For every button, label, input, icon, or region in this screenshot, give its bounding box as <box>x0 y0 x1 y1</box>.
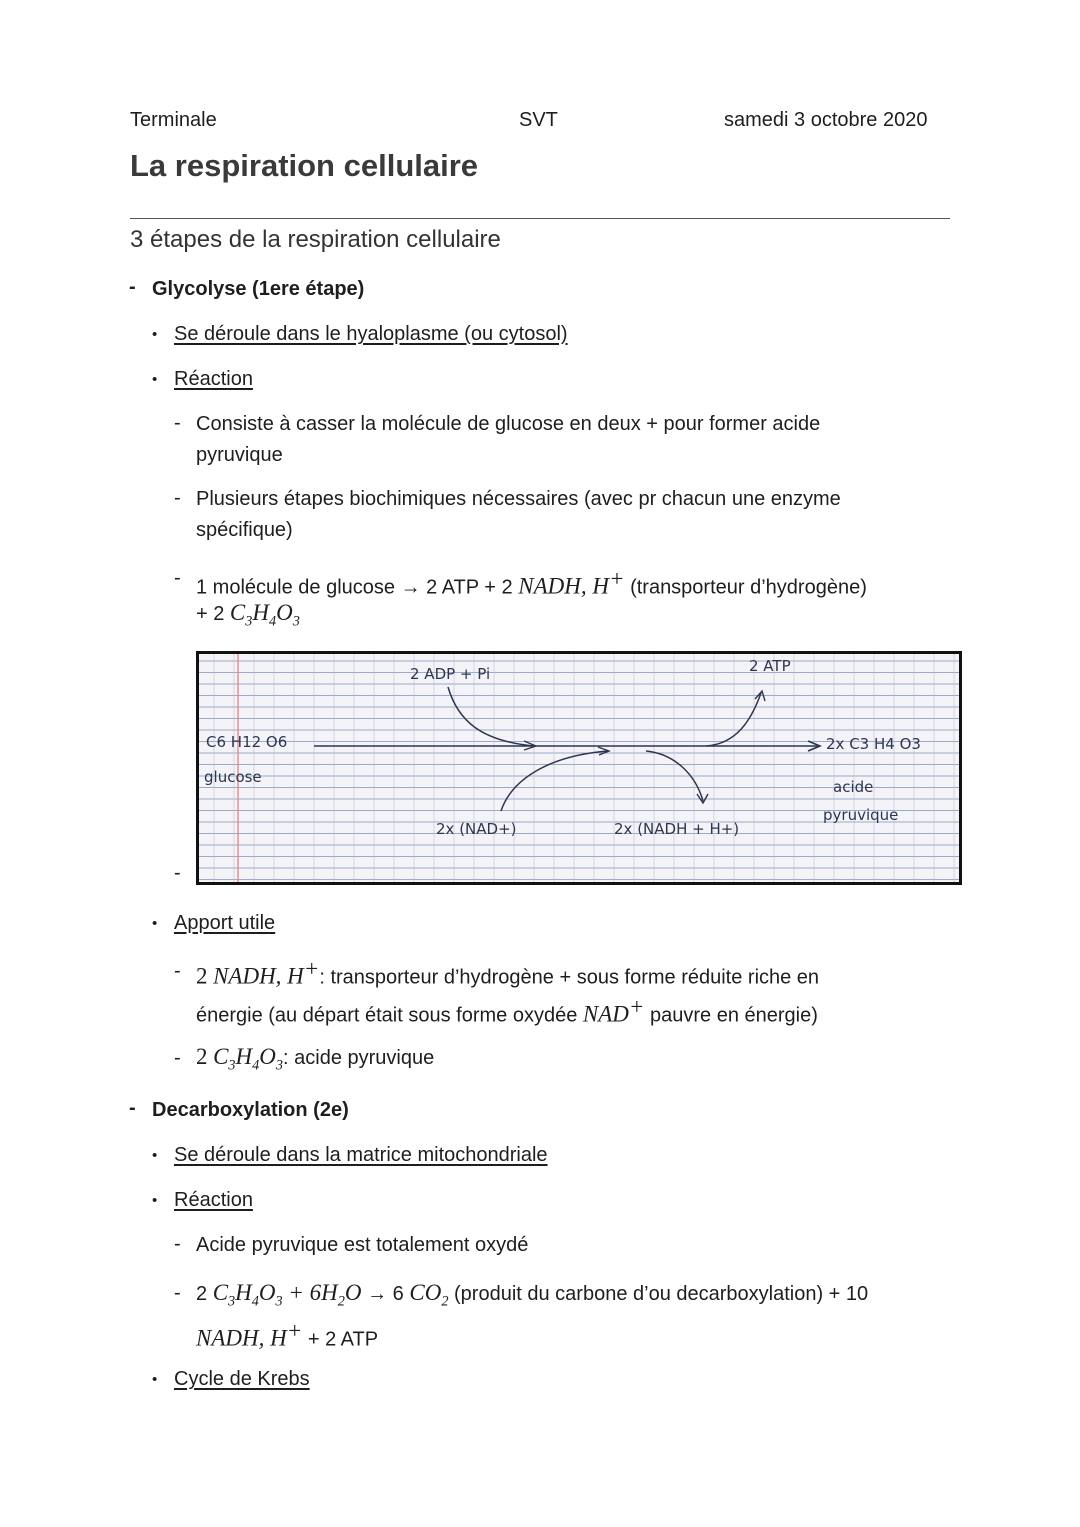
diagram-image <box>196 651 962 885</box>
step2-heading: Decarboxylation (2e) <box>152 1099 349 1121</box>
label-pyruvate-name1: acide <box>833 778 874 796</box>
step1-line2a: Plusieurs étapes biochimiques nécessaires (avec pr chacun une enzyme <box>196 488 841 510</box>
bullet-marker: • <box>152 1147 158 1164</box>
step2-location: Se déroule dans la matrice mitochondriale <box>174 1144 548 1166</box>
header-date: samedi 3 octobre 2020 <box>724 109 928 131</box>
step1-line2b: spécifique) <box>196 519 293 541</box>
apport-pyruvate: 2 $C_3H_4O_3$: acide pyruvique <box>196 1044 435 1074</box>
label-glucose-formula: C6 H12 O6 <box>206 733 288 751</box>
label-nad: 2x (NAD+) <box>436 820 517 838</box>
label-nadh: 2x (NADH + H+) <box>614 820 740 838</box>
section-title: 3 étapes de la respiration cellulaire <box>130 226 501 253</box>
bullet-marker: • <box>152 915 158 932</box>
apport-utile-label: Apport utile <box>174 912 276 934</box>
step1-line1a: Consiste à casser la molécule de glucose en deux + pour former acide <box>196 413 821 435</box>
header-subject: SVT <box>519 109 558 131</box>
step1-line1b: pyruvique <box>196 444 283 466</box>
step1-heading: Glycolyse (1ere étape) <box>152 278 365 300</box>
title-divider <box>130 218 950 219</box>
dash-marker: - <box>174 862 181 884</box>
page-title: La respiration cellulaire <box>130 148 479 183</box>
dash-marker: - <box>174 412 181 434</box>
step1-location: Se déroule dans le hyaloplasme (ou cytosol) <box>174 323 568 345</box>
dash-marker: - <box>174 567 181 589</box>
label-adp: 2 ADP + Pi <box>410 665 491 683</box>
glycolysis-diagram <box>196 651 962 885</box>
dash-marker: - <box>174 960 181 982</box>
label-glucose-name: glucose <box>204 768 262 786</box>
dash-marker: - <box>174 1282 181 1304</box>
krebs-cycle-label: Cycle de Krebs <box>174 1368 310 1390</box>
apport-nadh-line2: énergie (au départ était sous forme oxydée NAD+ pauvre en énergie) <box>196 994 818 1027</box>
glycolysis-equation: 1 molécule de glucose → 2 ATP + 2 NADH, H+ (transporteur d’hydrogène) <box>196 566 867 599</box>
header-course: Terminale <box>130 109 217 131</box>
decarboxylation-equation-line2: NADH, H+ + 2 ATP <box>196 1318 379 1351</box>
glycolysis-equation-line2: + 2 $C_3H_4O_3$ <box>196 600 300 630</box>
dash-marker: - <box>174 1047 181 1069</box>
label-pyruvate-name2: pyruvique <box>823 806 899 824</box>
bullet-marker: • <box>152 371 158 388</box>
label-atp: 2 ATP <box>749 657 791 675</box>
dash-marker: - <box>129 1097 136 1119</box>
step2-line1: Acide pyruvique est totalement oxydé <box>196 1234 529 1256</box>
dash-marker: - <box>129 276 136 298</box>
step1-reaction-label: Réaction <box>174 368 253 390</box>
bullet-marker: • <box>152 1371 158 1388</box>
dash-marker: - <box>174 1233 181 1255</box>
apport-nadh-line1: 2 NADH, H+: transporteur d’hydrogène + sous forme réduite riche en <box>196 956 820 989</box>
bullet-marker: • <box>152 326 158 343</box>
bullet-marker: • <box>152 1192 158 1209</box>
step2-reaction-label: Réaction <box>174 1189 253 1211</box>
label-pyruvate-formula: 2x C3 H4 O3 <box>826 735 921 753</box>
decarboxylation-equation: 2 $C_3H_4O_3 + 6H_2O \to 6$ $CO_2$ (produit du carbone d’ou decarboxylation) + 10 <box>196 1280 869 1310</box>
dash-marker: - <box>174 487 181 509</box>
